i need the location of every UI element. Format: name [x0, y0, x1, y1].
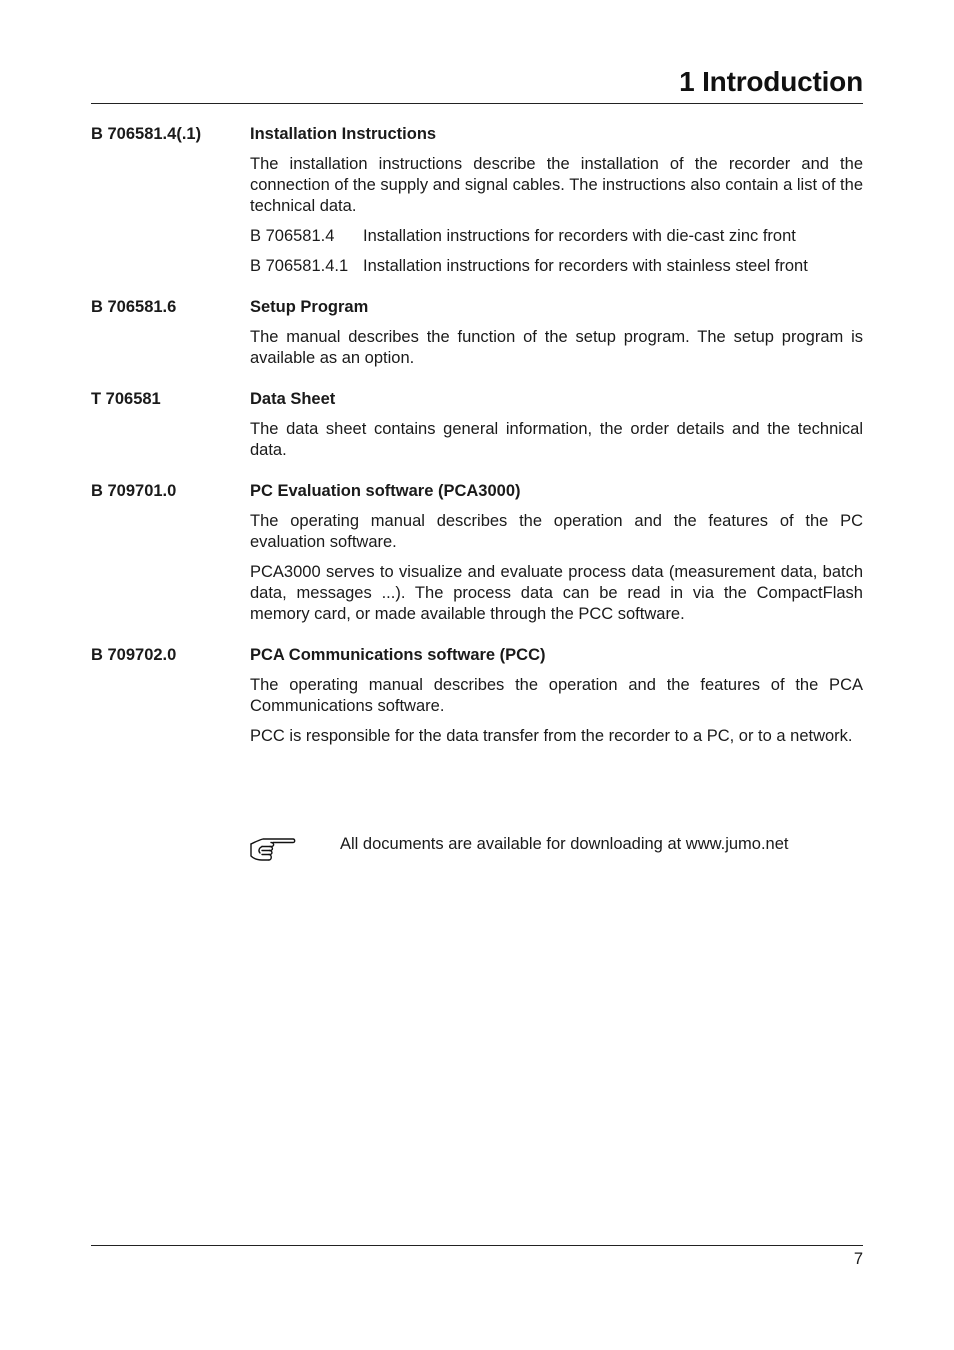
document-list	[91, 124, 863, 767]
entry-pc-evaluation-software	[91, 481, 863, 625]
entry-paragraph: The manual describes the function of the setup program. The setup program is available as an option.	[250, 328, 863, 367]
entry-body	[250, 124, 863, 277]
sub-item	[250, 256, 863, 277]
header-rule	[91, 103, 863, 104]
document-number: B 709701.0	[91, 482, 177, 500]
entry-title: Data Sheet	[250, 390, 336, 408]
sub-item-number: B 706581.4.1	[250, 257, 349, 275]
entry-body	[250, 645, 863, 747]
chapter-title: 1 Introduction	[679, 66, 863, 97]
sub-item	[250, 226, 863, 247]
entry-paragraph: The installation instructions describe the installation of the recorder and the connection of the supply and signal cables. The instructions also contain a list of the technical data.	[250, 155, 863, 215]
entry-paragraph: The operating manual describes the operation and the features of the PCA Communications software.	[250, 676, 863, 715]
note-text: All documents are available for downloading at www.jumo.net	[340, 835, 789, 853]
download-note	[249, 833, 863, 863]
entry-body	[250, 389, 863, 461]
document-number: B 706581.4(.1)	[91, 125, 202, 143]
sub-item-text: Installation instructions for recorders with stainless steel front	[363, 257, 808, 275]
document-number: B 706581.6	[91, 298, 177, 316]
page-number: 7	[853, 1250, 863, 1268]
entry-paragraph: The operating manual describes the operation and the features of the PC evaluation software.	[250, 512, 863, 551]
entry-installation-instructions	[91, 124, 863, 277]
sub-item-text: Installation instructions for recorders with die-cast zinc front	[363, 227, 796, 245]
document-number: B 709702.0	[91, 646, 177, 664]
document-number: T 706581	[91, 390, 161, 408]
entry-title: PCA Communications software (PCC)	[250, 646, 546, 664]
entry-paragraph: PCC is responsible for the data transfer from the recorder to a PC, or to a network.	[250, 727, 853, 745]
entry-title: Installation Instructions	[250, 125, 437, 143]
entry-title: PC Evaluation software (PCA3000)	[250, 482, 521, 500]
entry-title: Setup Program	[250, 298, 369, 316]
entry-paragraph: The data sheet contains general information, the order details and the technical data.	[250, 420, 863, 459]
entry-body	[250, 481, 863, 625]
sub-item-number: B 706581.4	[250, 227, 335, 245]
entry-body	[250, 297, 863, 369]
footer-rule	[91, 1245, 863, 1246]
entry-setup-program	[91, 297, 863, 369]
entry-data-sheet	[91, 389, 863, 461]
pointing-hand-icon	[249, 833, 297, 863]
entry-paragraph: PCA3000 serves to visualize and evaluate process data (measurement data, batch data, messages ...). The process data can be read in via the CompactFlash memory card, or made available through the PCC software.	[250, 563, 863, 623]
entry-pca-communications-software	[91, 645, 863, 747]
